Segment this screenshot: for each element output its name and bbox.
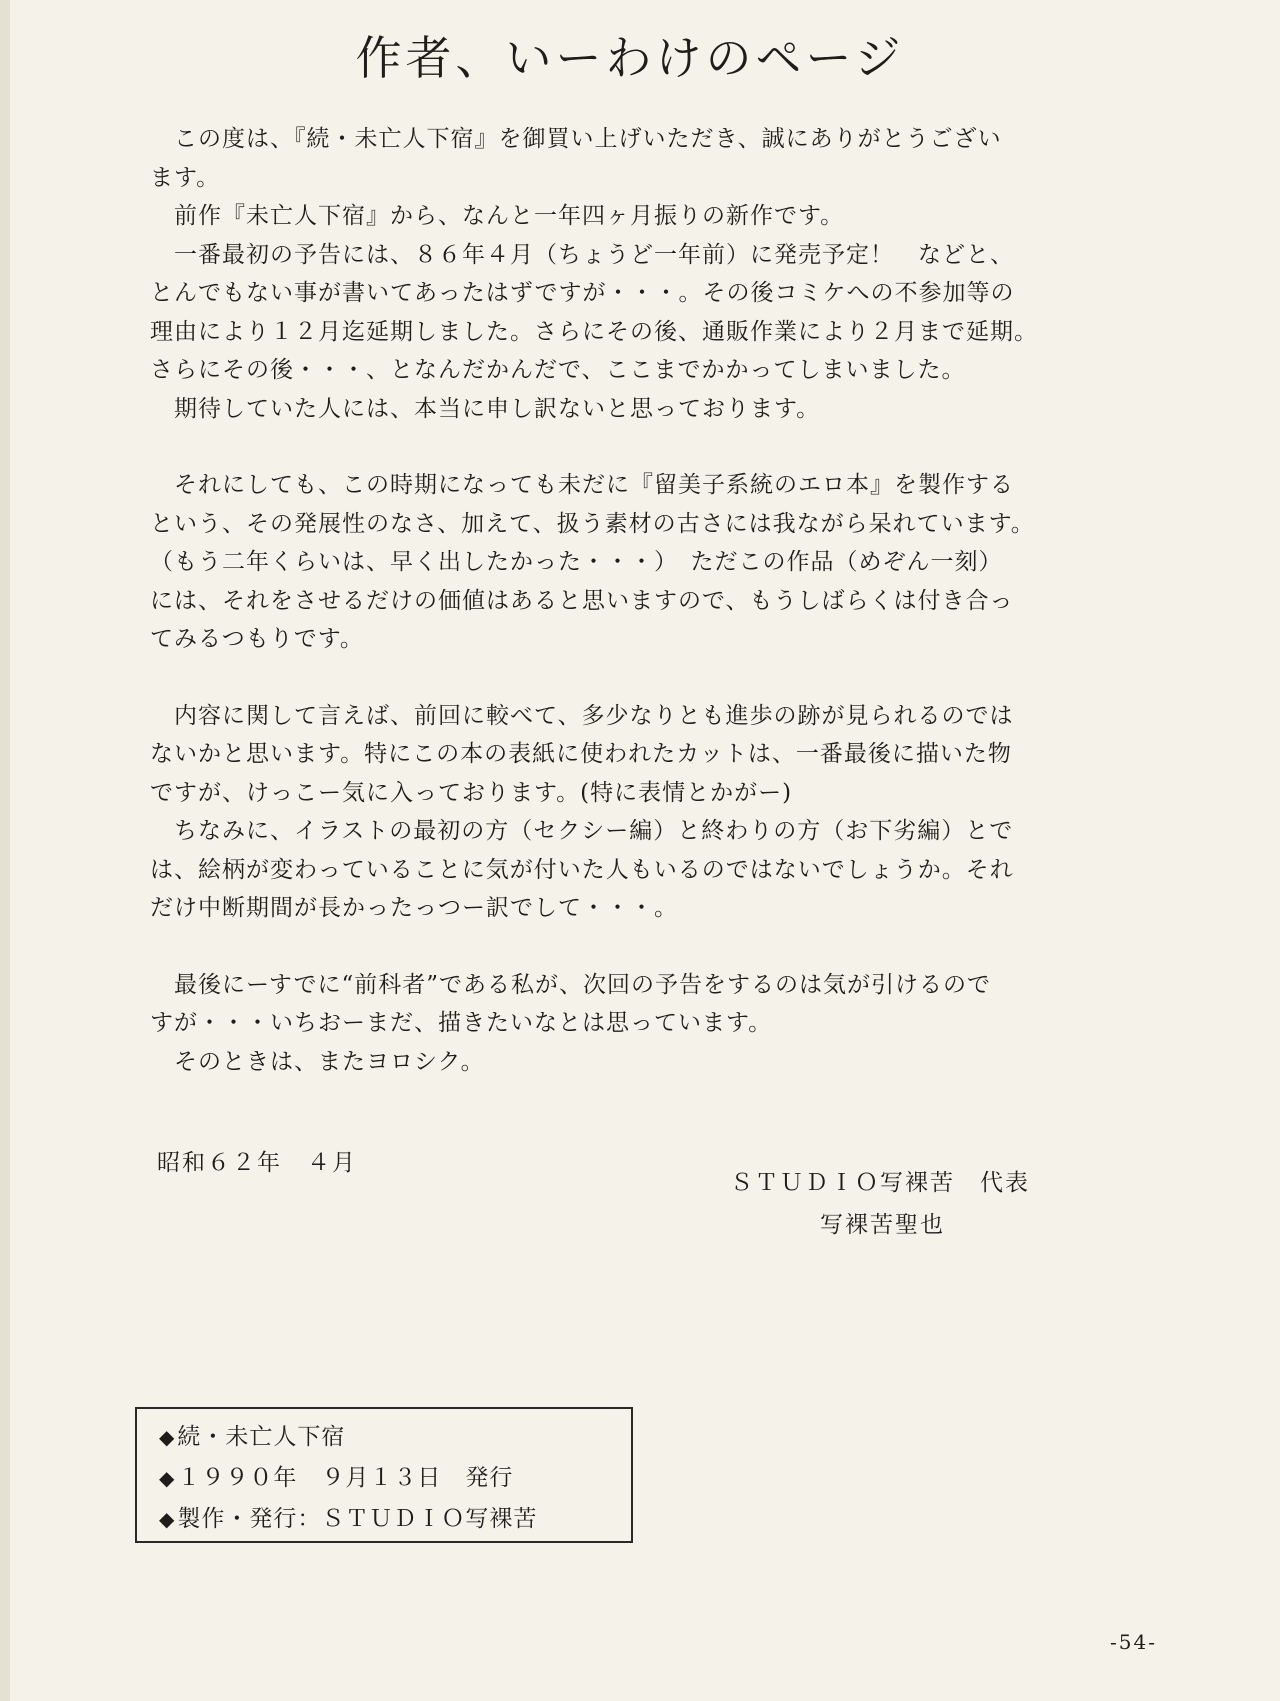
text-line: この度は、『続・未亡人下宿』を御買い上げいただき、誠にありがとうござい	[150, 126, 1002, 152]
text-line: 内容に関して言えば、前回に較べて、多少なりとも進歩の跡が見られるのでは	[150, 702, 1014, 729]
page-number: -54-	[1110, 1630, 1157, 1654]
text-line: 期待していた人には、本当に申し訳ないと思っております。	[150, 395, 821, 422]
body-text	[150, 120, 1190, 1081]
text-line: 一番最初の予告には、８６年４月（ちょうど一年前）に発売予定！ などと、	[150, 241, 1014, 268]
text-line: そのときは、またヨロシク。	[150, 1048, 485, 1075]
text-line: 最後にーすでに“前科者”である私が、次回の予告をするのは気が引けるので	[150, 971, 992, 998]
signature-studio: ＳＴＵＤＩＯ写裸苦 代表	[730, 1170, 1030, 1196]
paragraph-2	[150, 466, 1190, 659]
paragraph-spacer	[150, 659, 1190, 697]
text-line: ます。	[150, 164, 221, 191]
date-line: 昭和６２年 ４月	[157, 1150, 357, 1176]
text-line: 理由により１２月迄延期しました。さらにその後、通販作業により２月まで延期。	[150, 318, 1038, 345]
text-line: という、その発展性のなさ、加えて、扱う素材の古さには我ながら呆れています。	[150, 510, 1035, 537]
colophon-text: 続・未亡人下宿	[177, 1424, 346, 1450]
signature-name: 写裸苦聖也	[820, 1212, 945, 1238]
text-line: ですが、けっこー気に入っております。(特に表情とかがー)	[150, 779, 793, 806]
text-line: ちなみに、イラストの最初の方（セクシー編）と終わりの方（お下劣編）とで	[150, 818, 1014, 844]
text-line: （もう二年くらいは、早く出したかった・・・） ただこの作品（めぞん一刻）	[150, 549, 1003, 575]
colophon-text: １９９０年 ９月１３日 発行	[177, 1465, 514, 1491]
paragraph-4	[150, 966, 1190, 1082]
diamond-bullet-icon: ◆	[159, 1507, 176, 1531]
paragraph-spacer	[150, 428, 1190, 466]
text-line: すが・・・いちおーまだ、描きたいなとは思っています。	[150, 1010, 773, 1036]
text-line: さらにその後・・・、となんだかんだで、ここまでかかってしまいました。	[150, 357, 966, 383]
text-line: ないかと思います。特にこの本の表紙に使われたカットは、一番最後に描いた物	[150, 741, 1012, 767]
text-line: それにしても、この時期になっても未だに『留美子系統のエロ本』を製作する	[150, 472, 1014, 498]
paragraph-spacer	[150, 928, 1190, 966]
signature-block	[730, 1162, 1030, 1246]
text-line: だけ中断期間が長かったっつー訳でして・・・。	[150, 895, 678, 921]
paragraph-1	[150, 120, 1190, 428]
colophon-row-publisher	[159, 1499, 631, 1540]
text-line: には、それをさせるだけの価値はあると思いますので、もうしばらくは付き合っ	[150, 587, 1014, 614]
colophon-text: 製作・発行：ＳＴＵＤＩＯ写裸苦	[177, 1506, 538, 1532]
diamond-bullet-icon: ◆	[159, 1425, 176, 1449]
colophon-row-date	[159, 1458, 631, 1499]
diamond-bullet-icon: ◆	[159, 1466, 176, 1490]
colophon-box	[135, 1407, 633, 1543]
paragraph-3	[150, 697, 1190, 928]
text-line: は、絵柄が変わっていることに気が付いた人もいるのではないでしょうか。それ	[150, 856, 1014, 883]
text-line: とんでもない事が書いてあったはずですが・・・。その後コミケへの不参加等の	[150, 280, 1015, 306]
page-title: 作者、いーわけのページ	[355, 31, 905, 85]
text-line: 前作『未亡人下宿』から、なんと一年四ヶ月振りの新作です。	[150, 203, 845, 229]
text-line: てみるつもりです。	[150, 626, 364, 652]
colophon-row-title	[159, 1417, 631, 1458]
